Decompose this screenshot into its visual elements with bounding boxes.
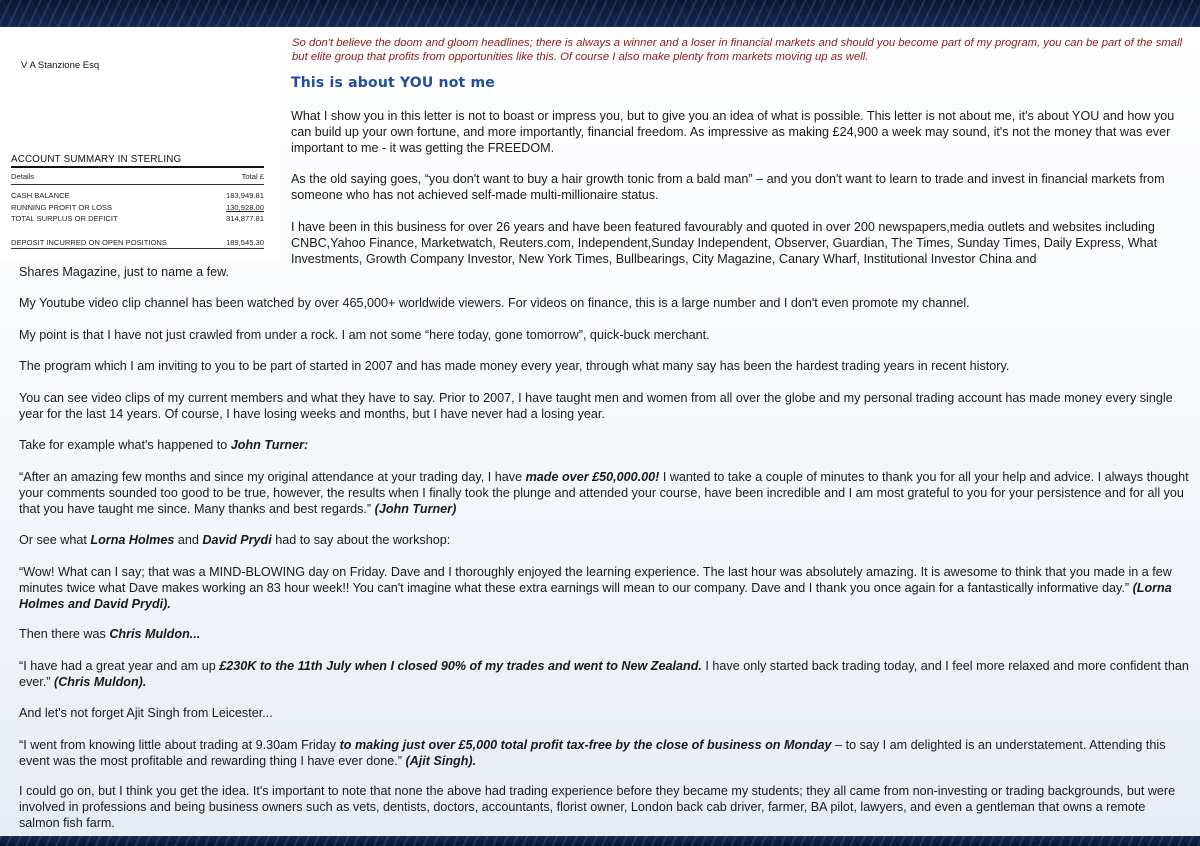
quote-attribution: (Chris Muldon).	[54, 675, 147, 689]
account-summary-row	[11, 213, 264, 225]
account-summary-header-row	[11, 171, 264, 185]
paragraph-media-coverage-end: Shares Magazine, just to name a few.	[19, 265, 230, 279]
paragraph-john-intro	[19, 437, 1189, 453]
quote-attribution: (Ajit Singh).	[405, 754, 477, 768]
quote-text: “After an amazing few months and since my original attendance at your trading day, I have	[19, 470, 526, 484]
letter-page	[0, 27, 1200, 836]
row-value: 130,928.00	[225, 202, 264, 212]
quote-text: – to say I am delighted is an understatement. Attending this event was the most profitable and rewarding thing I have ever done.”	[19, 738, 1166, 768]
testimonial-ajit-singh	[19, 737, 1189, 769]
account-summary-row	[11, 202, 264, 214]
text: Take for example what's happened to	[19, 438, 231, 452]
account-summary-table	[11, 171, 264, 249]
paragraph-track-record: You can see video clips of my current members and what they have to say. Prior to 2007, I have taught men and women from all over the globe and my personal trading account has made money every single year for the last 14 years. Of course, I have losing weeks and months, but I have never had a losing year.	[19, 391, 1173, 421]
paragraph-conclusion: I could go on, but I think you get the idea. It's important to note that none the above had trading experience before they became my students; they all came from non-investing or trading backgrounds, but were involved in professions and being business owners such as vets, dentists, doctors, accountants, florist owner, London back cab driver, farmer, BA pilot, lawyers, and even a gentleman that owns a remote salmon fish farm.	[19, 784, 1176, 830]
testimonial-chris-muldon	[19, 658, 1189, 690]
paragraph-chris-intro	[19, 626, 1189, 642]
testimonial-name: Lorna Holmes	[90, 533, 175, 547]
quote-highlight: £230K to the 11th July when I closed 90% of my trades and went to New Zealand.	[219, 659, 702, 673]
quote-text: “I went from knowing little about trading at 9.30am Friday	[19, 738, 340, 752]
paragraph-credibility: My point is that I have not just crawled from under a rock. I am not some “here today, gone tomorrow”, quick-buck merchant.	[19, 328, 710, 342]
quote-highlight: to making just over £5,000 total profit tax-free by the close of business on Monday	[339, 738, 832, 752]
column-header-total: Total £	[241, 172, 264, 181]
row-label: DEPOSIT INCURRED ON OPEN POSITIONS	[11, 237, 167, 247]
row-value: 183,949.81	[225, 191, 264, 200]
quote-attribution: (Lorna Holmes and David Prydi).	[19, 581, 1172, 611]
quote-text: “I have had a great year and am up	[19, 659, 220, 673]
text: had to say about the workshop:	[271, 533, 451, 547]
row-label: CASH BALANCE	[11, 191, 70, 200]
account-summary-title: ACCOUNT SUMMARY IN STERLING	[11, 154, 264, 168]
row-label: RUNNING PROFIT OR LOSS	[11, 202, 113, 212]
background-banner-bottom	[0, 836, 1200, 846]
paragraph-ajit-intro: And let's not forget Ajit Singh from Leicester...	[19, 706, 273, 720]
account-summary-deposit-row	[11, 237, 264, 250]
statement-excerpt	[0, 27, 280, 263]
quote-highlight: made over £50,000.00!	[525, 470, 660, 484]
paragraph-program: The program which I am inviting to you to be part of started in 2007 and has made money every year, through what many say has been the hardest trading years in recent history.	[19, 359, 1010, 373]
quote-text: I have only started back trading today, and I feel more relaxed and more confident than ever.”	[19, 659, 1189, 689]
paragraph-media-coverage: I have been in this business for over 26 years and have been featured favourably and quoted in over 200 newspapers,media outlets and websites including CNBC,Yahoo Finance, Marketwatch, Reuters.com, Independent,Sunday Independent, Observer, Guardian, The Times, Sunday Times, Daily Express, What Investments, Growth Company Investor, New York Times, Bullbearings, City Magazine, Canary Wharf, Institutional Investor China and	[291, 220, 1158, 266]
testimonial-lorna-david	[19, 564, 1189, 612]
paragraph-youtube: My Youtube video clip channel has been watched by over 465,000+ worldwide viewers. For videos on finance, this is a large number and I don't even promote my channel.	[19, 296, 970, 310]
text: Then there was	[19, 627, 110, 641]
paragraph-purpose: What I show you in this letter is not to boast or impress you, but to give you an idea of what is possible. This letter is not about me, it's about YOU and how you can build up your own fortune, and more importantly, financial freedom. As impressive as making £24,900 a week may sound, it's not the money that was ever important to me - it was getting the FREEDOM.	[291, 109, 1175, 155]
row-value: 314,877.81	[225, 214, 264, 223]
row-value: 189,545.30	[225, 237, 264, 247]
text: Or see what	[19, 533, 91, 547]
testimonial-john-turner	[19, 469, 1189, 517]
background-banner-top	[0, 0, 1200, 27]
section-heading: This is about YOU not me	[291, 75, 495, 91]
text: and	[174, 533, 203, 547]
testimonial-name: John Turner:	[230, 438, 309, 452]
quote-text: “Wow! What can I say; that was a MIND-BLOWING day on Friday. Dave and I thoroughly enjoyed the learning experience. The last hour was absolutely amazing. It is awesome to think that you made in a few minutes twice what Dave makes working an 83 hour week!! You can't imagine what these extra earnings will mean to our company. Dave and I thank you once again for a fantastically informative day.”	[19, 565, 1172, 595]
row-label: TOTAL SURPLUS OR DEFICIT	[11, 214, 118, 223]
quote-text: I wanted to take a couple of minutes to thank you for all your help and advice. I always thought your comments sounded too good to be true, however, the results when I finally took the plunge and attended your course, have been incredible and I am most grateful to you for your persistence and for all you that you have taught me since. Many thanks and best regards.”	[19, 470, 1189, 516]
paragraph-lorna-intro	[19, 532, 1189, 548]
account-summary-row	[11, 190, 264, 202]
column-header-details: Details	[11, 172, 35, 181]
paragraph-saying: As the old saying goes, “you don't want to buy a hair growth tonic from a bald man” – and you don't want to learn to trade and invest in financial markets from someone who has not achieved self-made multi-millionaire status.	[291, 172, 1165, 202]
quote-attribution: (John Turner)	[374, 502, 457, 516]
testimonial-name: Chris Muldon...	[109, 627, 201, 641]
testimonial-name: David Prydi	[202, 533, 272, 547]
statement-sender: V A Stanzione Esq	[21, 60, 100, 71]
intro-paragraph: So don't believe the doom and gloom headlines; there is always a winner and a loser in financial markets and should you become part of my program, you can be part of the small but elite group that profits from opportunities like this. Of course I also make plenty from markets moving up as well.	[292, 37, 1183, 63]
